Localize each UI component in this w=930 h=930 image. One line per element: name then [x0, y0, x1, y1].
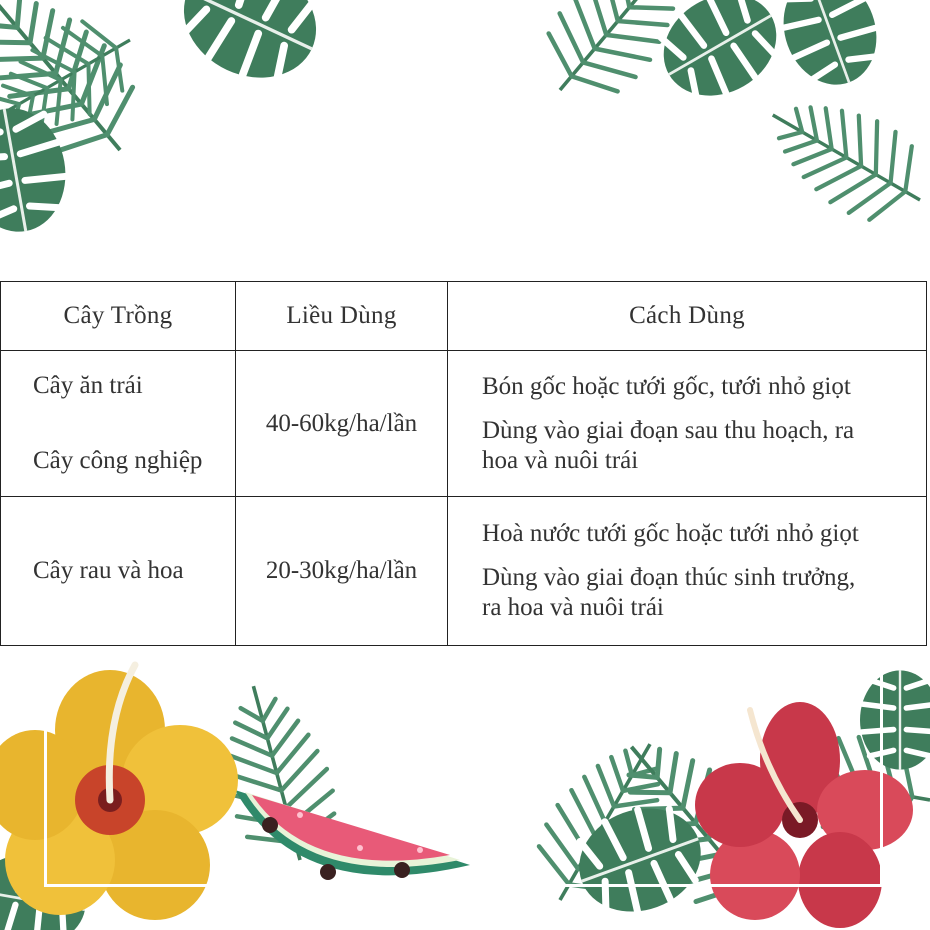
monstera-leaf-icon	[0, 100, 75, 239]
header-dose: Liều Dùng	[236, 282, 448, 351]
frame-line-left	[44, 646, 47, 886]
hibiscus-flower-icon	[0, 665, 238, 920]
monstera-leaf-icon	[565, 792, 716, 928]
palm-leaf-icon	[749, 75, 930, 241]
dose-cell: 40-60kg/ha/lần	[236, 351, 448, 497]
header-crop: Cây Trồng	[1, 282, 236, 351]
frame-line-bottom	[44, 884, 882, 887]
usage-cell	[448, 497, 927, 646]
usage-cell	[448, 351, 927, 497]
crop-name: Cây rau và hoa	[33, 557, 184, 584]
usage-line: ra hoa và nuôi trái	[482, 594, 664, 621]
usage-line: Hoà nước tưới gốc hoặc tưới nhỏ giọt	[482, 520, 859, 547]
crop-cell	[1, 351, 236, 497]
monstera-leaf-icon	[165, 0, 335, 99]
dosage-table-container	[0, 281, 926, 646]
monstera-leaf-icon	[645, 0, 795, 116]
crop-name: Cây ăn trái	[33, 372, 143, 399]
usage-line: Dùng vào giai đoạn thúc sinh trưởng,	[482, 564, 856, 591]
crop-cell	[1, 497, 236, 646]
usage-line: Bón gốc hoặc tưới gốc, tưới nhỏ giọt	[482, 372, 851, 400]
table-row	[1, 351, 927, 497]
dose-cell: 20-30kg/ha/lần	[236, 497, 448, 646]
watermelon-slice-icon	[235, 790, 470, 880]
frame-line-right	[880, 646, 883, 886]
dosage-table	[0, 281, 927, 646]
crop-name: Cây công nghiệp	[33, 447, 203, 474]
usage-line: hoa và nuôi trái	[482, 446, 639, 474]
table-row	[1, 497, 927, 646]
monstera-leaf-icon	[769, 0, 892, 98]
header-usage: Cách Dùng	[448, 282, 927, 351]
table-header-row	[1, 282, 927, 351]
usage-line: Dùng vào giai đoạn sau thu hoạch, ra	[482, 416, 855, 444]
monstera-leaf-icon	[860, 670, 930, 769]
